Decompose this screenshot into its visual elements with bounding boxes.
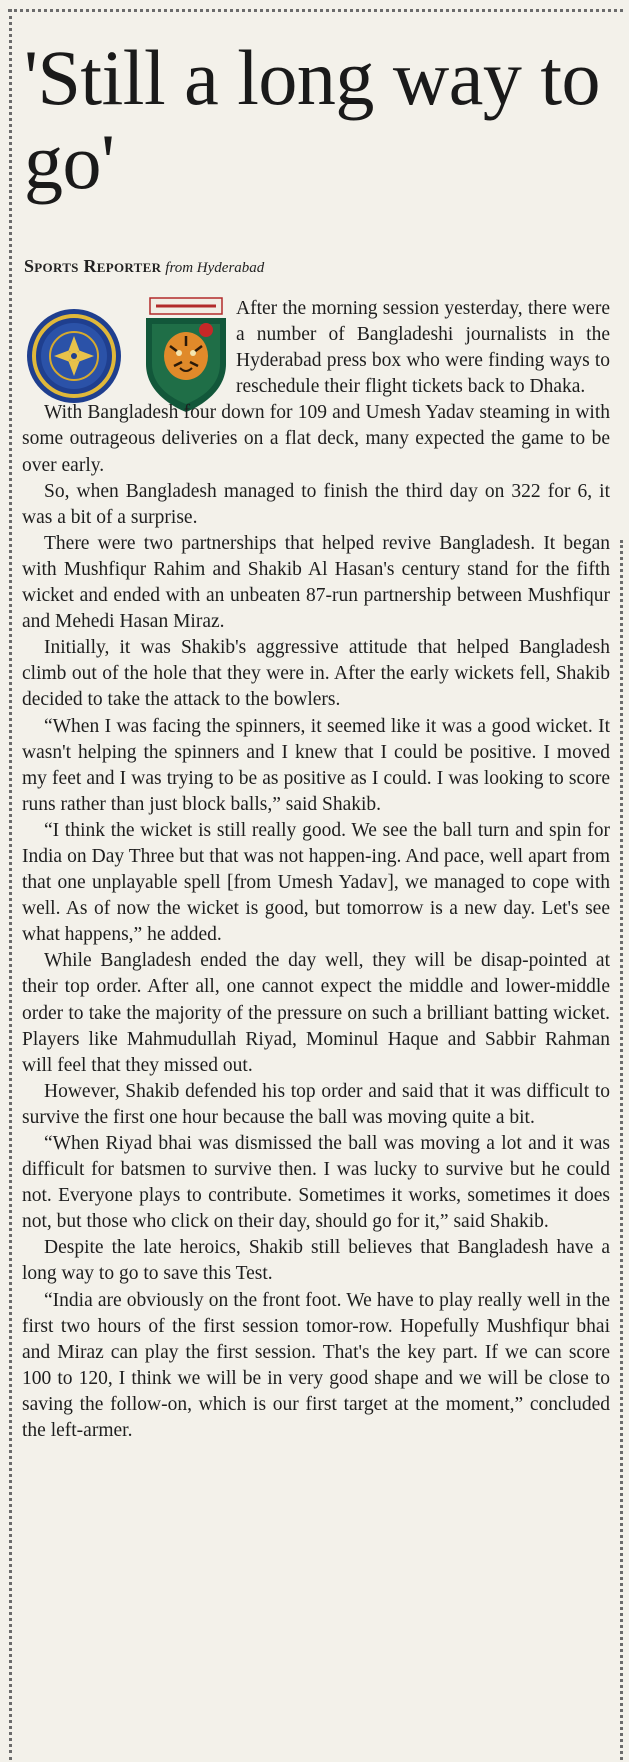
article-paragraph: However, Shakib defended his top order and said that it was difficult to survive the first one hour because the ball was moving quite a bit. bbox=[22, 1080, 610, 1128]
article-paragraph: Initially, it was Shakib's aggressive attitude that helped Bangladesh climb out of the hole that they were in. After the early wickets fell, Shakib decided to take the attack to the bowlers. bbox=[22, 637, 610, 711]
byline-role: Sports Reporter bbox=[24, 256, 162, 276]
article-paragraph: “India are obviously on the front foot. We have to play really well in the first two hours of the first session tomor-row. Hopefully Mushfiqur bhai and Miraz can play the first session. That's the key part. If we can score 100 to 120, I think we will be in very good shape and we will be close to saving the follow-on, which is our first target at the moment,” concluded the left-armer. bbox=[22, 1289, 610, 1442]
dotted-border-right bbox=[620, 540, 623, 1760]
byline bbox=[24, 256, 264, 277]
article-paragraph: So, when Bangladesh managed to finish the third day on 322 for 6, it was a bit of a surprise. bbox=[22, 480, 610, 528]
article-body bbox=[22, 296, 610, 1444]
logo-wrap-space bbox=[22, 296, 236, 400]
article-paragraph: There were two partnerships that helped revive Bangladesh. It began with Mushfiqur Rahim and Shakib Al Hasan's century stand for the fifth wicket and ended with an unbeaten 87-run partnership between Mushfiqur and Mehedi Hasan Miraz. bbox=[22, 532, 610, 633]
article-paragraph: “When Riyad bhai was dismissed the ball was moving a lot and it was difficult for batsmen to survive then. I was lucky to survive but he could not. Everyone plays to contribute. Sometimes it works, sometimes it does not, but those who click on their day, should go for it,” said Shakib. bbox=[22, 1133, 610, 1233]
dotted-border-left bbox=[9, 9, 12, 1760]
article-paragraph: With Bangladesh four down for 109 and Umesh Yadav steaming in with some outrageous deliveries on a flat deck, many expected the game to be over early. bbox=[22, 402, 610, 476]
dotted-border-top bbox=[8, 9, 623, 12]
byline-location: from Hyderabad bbox=[165, 260, 265, 276]
article-paragraph: While Bangladesh ended the day well, they will be disap-pointed at their top order. After all, one cannot expect the middle and lower-middle order to take the majority of the pressure on such a brilliant batting wicket. Players like Mahmudullah Riyad, Mominul Haque and Sabbir Rahman will feel that they missed out. bbox=[22, 950, 610, 1076]
article-paragraph: After the morning session yesterday, there were a number of Bangladeshi journalists in the Hyderabad press box who were finding ways to reschedule their flight tickets back to Dhaka. bbox=[236, 298, 610, 398]
article-paragraph: “When I was facing the spinners, it seemed like it was a good wicket. It wasn't helping the spinners and I knew that I could be positive. I moved my feet and I was trying to be as positive as I could. I was looking to score runs rather than just block balls,” said Shakib. bbox=[22, 715, 610, 815]
headline: 'Still a long way to go' bbox=[24, 34, 601, 205]
article-paragraph: Despite the late heroics, Shakib still believes that Bangladesh have a long way to go to save this Test. bbox=[22, 1237, 610, 1285]
article-paragraph: “I think the wicket is still really good. We see the ball turn and spin for India on Day Three but that was not happen-ing. And pace, well apart from that one unplayable spell [from Umesh Yadav], we managed to cope with well. As of now the wicket is good, but tomorrow is a new day. Let's see what happens,” he added. bbox=[22, 819, 610, 946]
